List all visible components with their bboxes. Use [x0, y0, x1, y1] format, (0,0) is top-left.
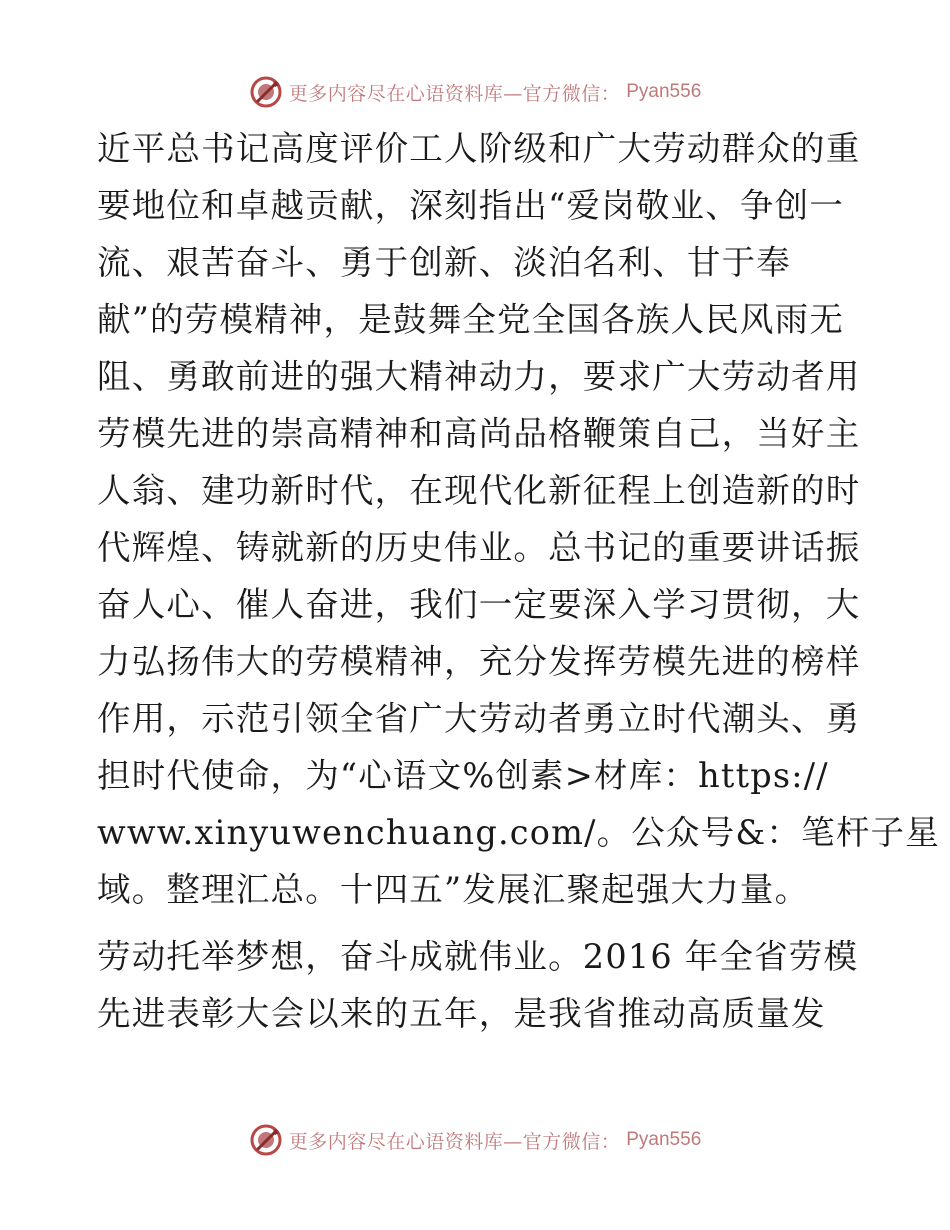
- text-line: 劳模先进的崇高精神和高尚品格鞭策自己，当好主: [97, 414, 861, 453]
- text-line: 代辉煌、铸就新的历史伟业。总书记的重要讲话振: [97, 528, 861, 567]
- footer-banner-text: 更多内容尽在心语资料库—官方微信：: [288, 1130, 621, 1153]
- footer-banner-contact: Pyan556: [626, 1129, 702, 1150]
- text-line: 奋人心、催人奋进，我们一定要深入学习贯彻，大: [97, 585, 861, 624]
- header-banner-text: 更多内容尽在心语资料库—官方微信：: [288, 82, 621, 105]
- text-line: 献”的劳模精神，是鼓舞全党全国各族人民风雨无: [97, 300, 845, 339]
- paragraph-1: [97, 120, 940, 918]
- header-banner: [0, 72, 950, 112]
- paragraph-2: [97, 928, 857, 1042]
- text-line: 近平总书记高度评价工人阶级和广大劳动群众的重: [97, 129, 861, 168]
- text-line: 人翁、建功新时代，在现代化新征程上创造新的时: [97, 471, 861, 510]
- footer-banner: [0, 1120, 950, 1160]
- text-line: 作用，示范引领全省广大劳动者勇立时代潮头、勇: [97, 699, 861, 738]
- text-line: 劳动托举梦想，奋斗成就伟业。2016 年全省劳模: [97, 937, 859, 976]
- text-line: 先进表彰大会以来的五年，是我省推动高质量发: [97, 994, 826, 1033]
- text-line: 阻、勇敢前进的强大精神动力，要求广大劳动者用: [97, 357, 861, 396]
- red-seal-logo-icon: [249, 1123, 283, 1157]
- text-line: 要地位和卓越贡献，深刻指出“爱岗敬业、争创一: [97, 186, 845, 225]
- text-line: 流、艰苦奋斗、勇于创新、淡泊名利、甘于奉: [97, 243, 791, 282]
- text-line: 担时代使命，为“心语文%创素>材库：https://: [97, 756, 829, 795]
- header-banner-contact: Pyan556: [626, 81, 702, 102]
- text-line: 域。整理汇总。十四五”发展汇聚起强大力量。: [97, 870, 810, 909]
- red-seal-logo-icon: [249, 75, 283, 109]
- text-line: www.xinyuwenchuang.com/。公众号&：笔杆子星: [97, 813, 940, 852]
- document-body: [97, 120, 940, 1042]
- text-line: 力弘扬伟大的劳模精神，充分发挥劳模先进的榜样: [97, 642, 861, 681]
